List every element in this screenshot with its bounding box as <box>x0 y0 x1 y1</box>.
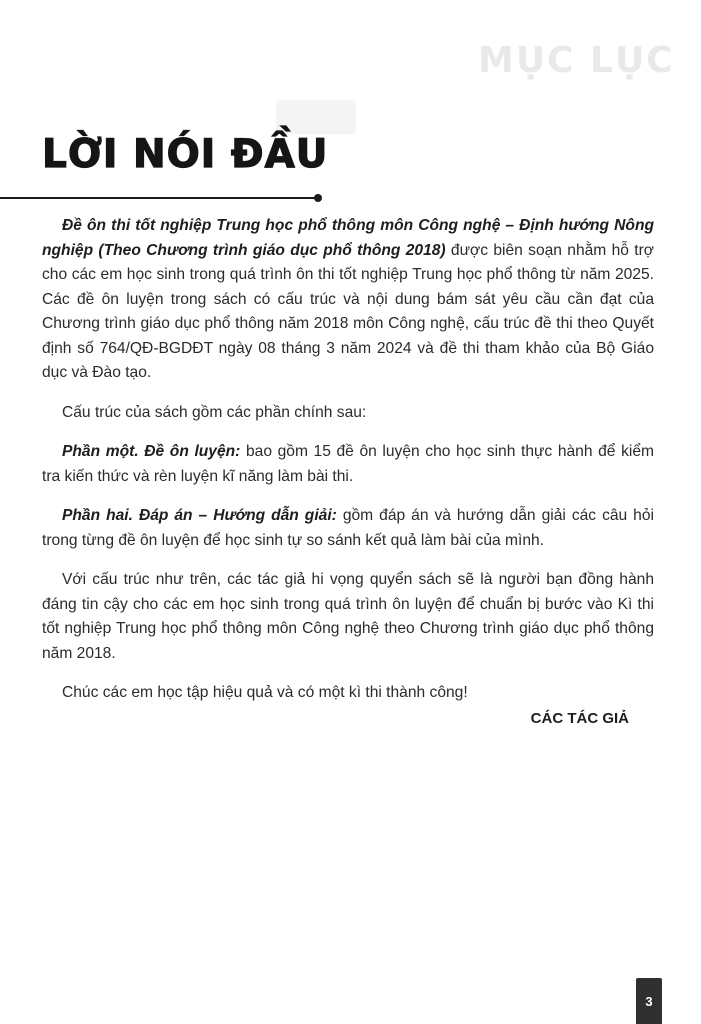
show-through-mark <box>276 100 356 134</box>
paragraph-structure-text: Cấu trúc của sách gồm các phần chính sau: <box>62 403 367 421</box>
paragraph-intro-lead: Đề ôn thi tốt nghiệp Trung học phổ thông môn Công nghệ – Định hướng Nông nghiệp (Theo Chương trình giáo dục phổ thông 2018) <box>42 217 654 259</box>
page-title: LỜI NÓI ĐẦU <box>42 132 329 177</box>
title-underline-dot <box>314 194 322 202</box>
paragraph-part-one <box>42 440 654 489</box>
paragraph-intro-text: được biên soạn nhằm hỗ trợ cho các em học sinh trong quá trình ôn thi tốt nghiệp Trung học phổ thông từ năm 2025. Các đề ôn luyện trong sách có cấu trúc và nội dung bám sát yêu cầu cần đạt của Chương trình giáo dục phổ thông năm 2018 môn Công nghệ, cấu trúc đề thi theo Quyết định số 764/QĐ-BGDĐT ngày 08 tháng 3 năm 2024 và đề thi tham khảo của Bộ Giáo dục và Đào tạo. <box>42 241 654 381</box>
body-text <box>42 214 654 721</box>
authors-signature: CÁC TÁC GIẢ <box>530 710 629 727</box>
paragraph-structure <box>42 401 654 426</box>
paragraph-intro <box>42 214 654 386</box>
paragraph-part-two-text: gồm đáp án và hướng dẫn giải các câu hỏi trong từng đề ôn luyện để học sinh tự so sánh kết quả làm bài của mình. <box>42 507 654 549</box>
paragraph-part-one-lead: Phần một. Đề ôn luyện: <box>62 443 241 460</box>
paragraph-part-two <box>42 504 654 553</box>
paragraph-hope <box>42 568 654 666</box>
page-number: 3 <box>645 994 653 1009</box>
page-number-tab <box>636 978 662 1024</box>
title-underline <box>0 197 318 199</box>
paragraph-part-two-lead: Phần hai. Đáp án – Hướng dẫn giải: <box>62 507 337 524</box>
paragraph-part-one-text: bao gồm 15 đề ôn luyện cho học sinh thực hành để kiểm tra kiến thức và rèn luyện kĩ năng làm bài thi. <box>42 443 655 485</box>
show-through-heading: MỤC LỤC <box>478 40 675 81</box>
paragraph-wishes <box>42 681 654 706</box>
paragraph-wishes-text: Chúc các em học tập hiệu quả và có một kì thi thành công! <box>62 684 468 701</box>
paragraph-hope-text: Với cấu trúc như trên, các tác giả hi vọng quyển sách sẽ là người bạn đồng hành đáng tin cậy cho các em học sinh trong quá trình ôn luyện để chuẩn bị bước vào Kì thi tốt nghiệp Trung học phổ thông môn Công nghệ theo Chương trình giáo dục phổ thông năm 2018. <box>42 571 654 662</box>
